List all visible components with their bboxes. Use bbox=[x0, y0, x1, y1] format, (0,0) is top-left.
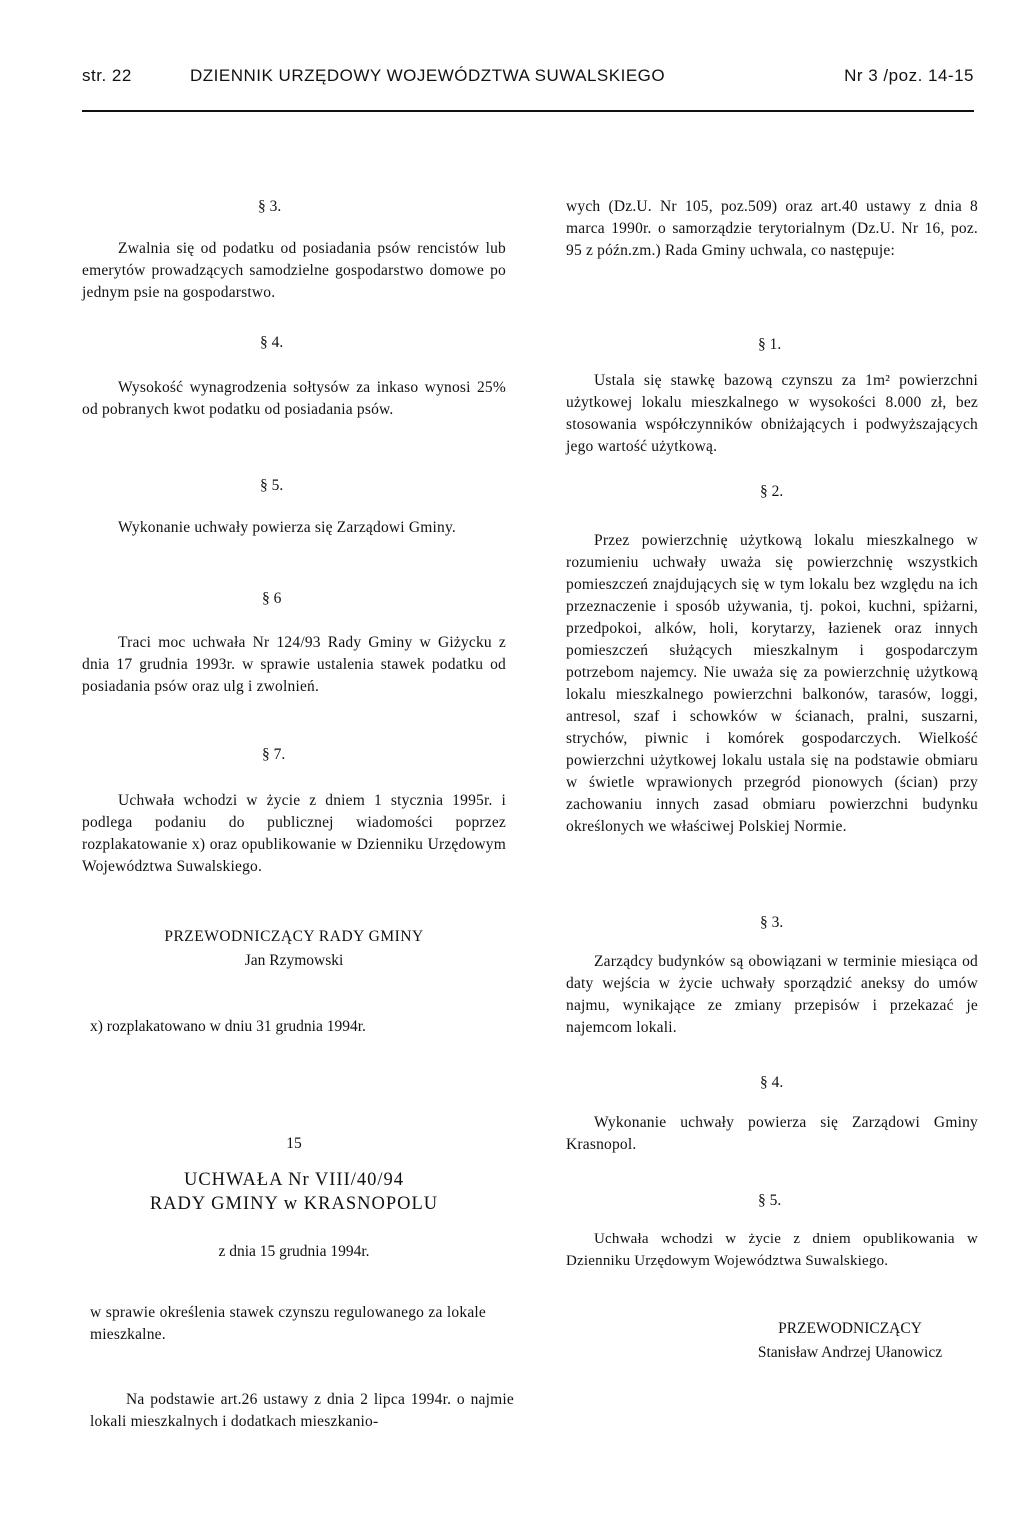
section-6-label: § 6 bbox=[262, 590, 282, 607]
section-4-label: § 4. bbox=[260, 334, 284, 351]
section-5-text: Wykonanie uchwały powierza się Zarządowi Gminy. bbox=[118, 519, 457, 536]
resolution-date: z dnia 15 grudnia 1994r. bbox=[218, 1243, 370, 1260]
section-2-label: § 2. bbox=[760, 483, 784, 500]
section-7-label: § 7. bbox=[262, 746, 286, 763]
footnote: x) rozplakatowano w dniu 31 grudnia 1994r. bbox=[90, 1018, 366, 1035]
section-4-text: Wysokość wynagrodzenia sołtysów za inkaso wynosi 25% od pobranych kwot podatku od posiadania psów. bbox=[82, 379, 506, 418]
journal-title: DZIENNIK URZĘDOWY WOJEWÓDZTWA SUWALSKIEGO bbox=[190, 66, 666, 85]
issue-number: Nr 3 /poz. 14-15 bbox=[844, 66, 974, 85]
header-rule bbox=[82, 110, 974, 112]
page-header bbox=[82, 66, 974, 96]
section-4-text: Wykonanie uchwały powierza się Zarządowi Gminy Krasnopol. bbox=[566, 1114, 978, 1153]
position-number: 15 bbox=[286, 1135, 302, 1152]
signature-name: Jan Rzymowski bbox=[244, 952, 344, 969]
section-1-text: Ustala się stawkę bazową czynszu za 1m² powierzchni użytkowej lokalu mieszkalnego w wysokości 8.000 zł, bez stosowania współczynników obniżających i podwyższających jego wartość użytkową. bbox=[566, 372, 978, 455]
section-7-text: Uchwała wchodzi w życie z dniem 1 stycznia 1995r. i podlega podaniu do publicznej wiadomości poprzez rozplakatowanie x) oraz opublikowanie w Dzienniku Urzędowym Województwa Suwalskiego. bbox=[82, 792, 506, 875]
section-5-label: § 5. bbox=[758, 1192, 782, 1209]
signature-title: PRZEWODNICZĄCY RADY GMINY bbox=[164, 928, 424, 945]
signature-name: Stanisław Andrzej Ułanowicz bbox=[757, 1344, 943, 1361]
section-2-text: Przez powierzchnię użytkową lokalu mieszkalnego w rozumieniu uchwały uważa się powierzchnię wszystkich pomieszczeń znajdujących się w tym lokalu bez względu na ich przeznaczenie i sposób używania, tj. pokoi, kuchni, spiżarni, przedpokoi, alków, holi, korytarzy, łazienek oraz innych pomieszczeń służących mieszkalnym i gospodarczym potrzebom najemcy. Nie uważa się za powierzchnię użytkową lokalu mieszkalnego powierzchni balkonów, tarasów, loggi, antresol, szaf i schowków w ścianach, pralni, suszarni, strychów, piwnic i komórek gospodarczych. Wielkość powierzchni użytkowej lokalu ustala się na podstawie obmiaru w świetle wprawionych przegród pionowych (ścian) przy zachowaniu innych zasad obmiaru powierzchni budynku określonych we właściwej Polskiej Normie. bbox=[566, 532, 978, 835]
section-3-label: § 3. bbox=[760, 914, 784, 931]
legal-basis: Na podstawie art.26 ustawy z dnia 2 lipca 1994r. o najmie lokali mieszkalnych i dodatkach mieszkanio- bbox=[90, 1391, 514, 1430]
section-6-text: Traci moc uchwała Nr 124/93 Rady Gminy w Giżycku z dnia 17 grudnia 1993r. w sprawie ustalenia stawek podatku od posiadania psów oraz ulg i zwolnień. bbox=[82, 634, 506, 695]
section-5-label: § 5. bbox=[260, 477, 284, 494]
section-5-text: Uchwała wchodzi w życie z dniem opublikowania w Dzienniku Urzędowym Województwa Suwalskiego. bbox=[566, 1231, 978, 1269]
signature-title: PRZEWODNICZĄCY bbox=[778, 1320, 922, 1337]
resolution-subject: w sprawie określenia stawek czynszu regulowanego za lokale mieszkalne. bbox=[90, 1304, 486, 1343]
resolution-title-line-2: RADY GMINY w KRASNOPOLU bbox=[149, 1194, 439, 1214]
section-4-label: § 4. bbox=[760, 1074, 784, 1091]
section-3-text: Zwalnia się od podatku od posiadania psów rencistów lub emerytów prowadzących samodzielne gospodarstwo domowe po jednym psie na gospodarstwo. bbox=[82, 240, 506, 301]
page-number: str. 22 bbox=[82, 66, 132, 85]
section-3-text: Zarządcy budynków są obowiązani w terminie miesiąca od daty wejścia w życie uchwały sporządzić aneksy do umów najmu, wynikające ze zmiany przepisów i przekazać je najemcom lokali. bbox=[566, 953, 978, 1036]
resolution-title-line-1: UCHWAŁA Nr VIII/40/94 bbox=[183, 1170, 405, 1190]
section-3-label: § 3. bbox=[258, 198, 282, 215]
section-1-label: § 1. bbox=[758, 336, 782, 353]
legal-basis-continued: wych (Dz.U. Nr 105, poz.509) oraz art.40 ustawy z dnia 8 marca 1990r. o samorządzie terytorialnym (Dz.U. Nr 16, poz. 95 z późn.zm.) Rada Gminy uchwala, co następuje: bbox=[566, 198, 978, 259]
